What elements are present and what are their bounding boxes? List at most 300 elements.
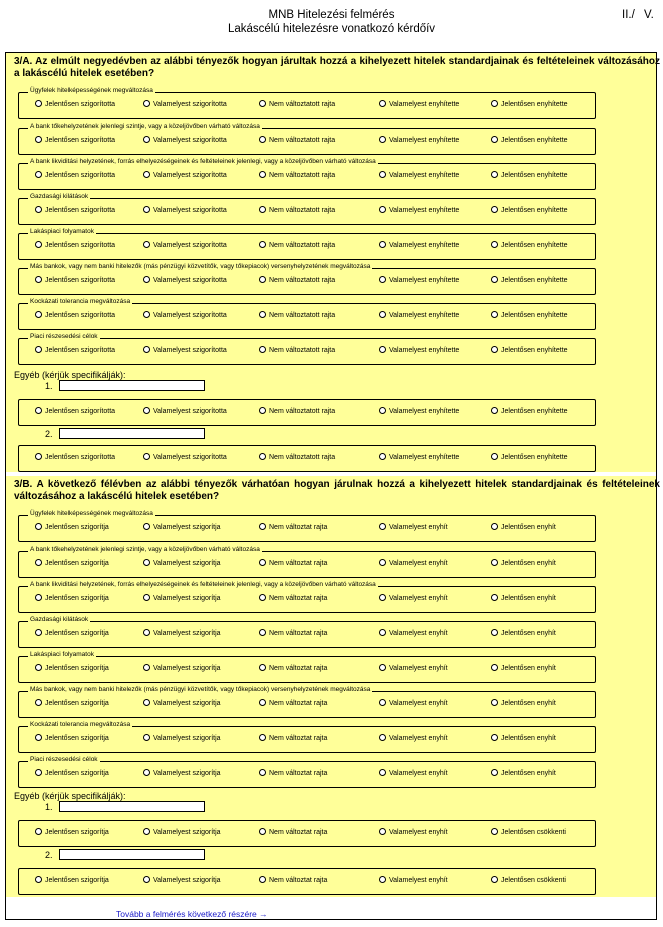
radio-button[interactable] — [143, 559, 150, 566]
radio-button[interactable] — [143, 876, 150, 883]
radio-button[interactable] — [379, 559, 386, 566]
radio-option-label: Valamelyest szigorította — [153, 172, 227, 179]
factor-group — [18, 510, 596, 542]
radio-option-label: Nem változtatott rajta — [269, 408, 336, 415]
radio-button[interactable] — [379, 453, 386, 460]
radio-button[interactable] — [259, 594, 266, 601]
radio-button[interactable] — [35, 523, 42, 530]
radio-button[interactable] — [379, 664, 386, 671]
radio-option-label: Valamelyest szigorította — [153, 347, 227, 354]
radio-option-label: Nem változtat rajta — [269, 877, 328, 884]
radio-option[interactable] — [143, 453, 227, 463]
radio-option-label: Valamelyest enyhít — [389, 700, 448, 707]
radio-option[interactable] — [491, 523, 556, 533]
radio-option-label: Jelentősen enyhít — [501, 560, 556, 567]
survey-title: MNB Hitelezési felmérés — [268, 9, 395, 21]
radio-option-label: Valamelyest szigorította — [153, 137, 227, 144]
radio-option-label: Nem változtat rajta — [269, 829, 328, 836]
radio-option-label: Jelentősen csökkenti — [501, 829, 566, 836]
factor-group — [18, 158, 596, 190]
radio-option[interactable] — [379, 594, 448, 604]
other-options-group — [18, 445, 596, 472]
radio-button[interactable] — [379, 241, 386, 248]
radio-option[interactable] — [143, 346, 227, 356]
radio-option-label: Jelentősen enyhítette — [501, 312, 568, 319]
radio-button[interactable] — [35, 136, 42, 143]
radio-option[interactable] — [259, 407, 335, 417]
radio-button[interactable] — [259, 346, 266, 353]
radio-option[interactable] — [491, 664, 556, 674]
radio-option[interactable] — [35, 523, 109, 533]
radio-option[interactable] — [259, 664, 327, 674]
factor-group — [18, 686, 596, 718]
radio-option[interactable] — [379, 136, 459, 146]
radio-button[interactable] — [259, 311, 266, 318]
radio-option-label: Jelentősen szigorította — [45, 172, 116, 179]
radio-option[interactable] — [379, 453, 459, 463]
radio-option-label: Valamelyest szigorította — [153, 242, 227, 249]
factor-label: Lakáspiaci folyamatok — [30, 228, 94, 235]
radio-option-label: Nem változtat rajta — [269, 700, 328, 707]
radio-option-label: Jelentősen szigorította — [45, 454, 116, 461]
radio-option[interactable] — [259, 769, 327, 779]
factor-label: Ügyfelek hitelképességének megváltozása — [30, 510, 153, 517]
other-label: Egyéb (kérjük specifikálják): — [14, 791, 126, 801]
factor-label: Gazdasági kilátások — [30, 616, 89, 623]
radio-option[interactable] — [143, 876, 221, 886]
radio-button[interactable] — [379, 594, 386, 601]
radio-option[interactable] — [491, 453, 568, 463]
radio-option[interactable] — [491, 828, 566, 838]
radio-option-label: Jelentősen enyhítette — [501, 408, 568, 415]
radio-button[interactable] — [491, 594, 498, 601]
next-section-link[interactable]: Tovább a felmérés következő részére → — [116, 909, 268, 919]
radio-option[interactable] — [491, 311, 568, 321]
radio-option-label: Valamelyest enyhítette — [389, 454, 460, 461]
radio-option[interactable] — [259, 594, 327, 604]
factor-group — [18, 721, 596, 753]
radio-option[interactable] — [379, 523, 448, 533]
radio-option-label: Nem változtatott rajta — [269, 454, 336, 461]
radio-option[interactable] — [35, 876, 109, 886]
radio-option-label: Valamelyest szigorította — [153, 101, 227, 108]
radio-button[interactable] — [143, 594, 150, 601]
radio-button[interactable] — [143, 769, 150, 776]
radio-option-label: Valamelyest enyhít — [389, 630, 448, 637]
radio-button[interactable] — [259, 769, 266, 776]
other-input-1[interactable] — [59, 380, 205, 391]
section-a — [6, 53, 660, 472]
radio-option-label: Valamelyest enyhítette — [389, 277, 460, 284]
radio-button[interactable] — [379, 523, 386, 530]
radio-option-label: Jelentősen enyhít — [501, 700, 556, 707]
radio-button[interactable] — [35, 828, 42, 835]
radio-option-label: Nem változtatott rajta — [269, 172, 336, 179]
radio-option[interactable] — [143, 734, 221, 744]
radio-button[interactable] — [491, 734, 498, 741]
radio-button[interactable] — [379, 100, 386, 107]
other-options-group — [18, 820, 596, 847]
radio-option[interactable] — [35, 699, 109, 709]
radio-option-label: Valamelyest szigorítja — [153, 829, 221, 836]
other-input-2[interactable] — [59, 849, 205, 860]
factor-label: A bank tőkehelyzetének jelenlegi szintje, vagy a közeljövőben várható változása — [30, 123, 260, 130]
radio-option[interactable] — [491, 629, 556, 639]
radio-button[interactable] — [491, 407, 498, 414]
radio-option[interactable] — [379, 629, 448, 639]
radio-button[interactable] — [259, 241, 266, 248]
radio-option[interactable] — [35, 311, 115, 321]
radio-option-label: Jelentősen enyhítette — [501, 207, 568, 214]
radio-option[interactable] — [143, 559, 221, 569]
radio-button[interactable] — [143, 136, 150, 143]
radio-button[interactable] — [491, 769, 498, 776]
radio-button[interactable] — [259, 276, 266, 283]
radio-option[interactable] — [491, 346, 568, 356]
radio-option[interactable] — [491, 876, 566, 886]
radio-option[interactable] — [35, 734, 109, 744]
radio-option[interactable] — [143, 276, 227, 286]
radio-button[interactable] — [259, 453, 266, 460]
radio-option[interactable] — [379, 734, 448, 744]
radio-option-label: Jelentősen szigorította — [45, 347, 116, 354]
radio-option[interactable] — [143, 171, 227, 181]
radio-option-label: Valamelyest szigorítja — [153, 735, 221, 742]
radio-button[interactable] — [491, 876, 498, 883]
factor-group — [18, 263, 596, 295]
radio-option[interactable] — [259, 828, 327, 838]
factor-label: Kockázati tolerancia megváltozása — [30, 298, 131, 305]
factor-group — [18, 193, 596, 225]
radio-option-label: Jelentősen szigorítja — [45, 524, 109, 531]
radio-option[interactable] — [35, 828, 109, 838]
radio-button[interactable] — [35, 734, 42, 741]
radio-option[interactable] — [491, 206, 568, 216]
radio-option[interactable] — [491, 100, 568, 110]
radio-button[interactable] — [379, 206, 386, 213]
radio-option[interactable] — [143, 629, 221, 639]
radio-option[interactable] — [143, 594, 221, 604]
radio-button[interactable] — [259, 206, 266, 213]
radio-button[interactable] — [143, 206, 150, 213]
radio-button[interactable] — [379, 629, 386, 636]
radio-button[interactable] — [491, 664, 498, 671]
radio-button[interactable] — [259, 523, 266, 530]
factor-label: Gazdasági kilátások — [30, 193, 89, 200]
radio-option[interactable] — [491, 699, 556, 709]
radio-button[interactable] — [379, 769, 386, 776]
radio-option-label: Jelentősen szigorította — [45, 207, 116, 214]
radio-button[interactable] — [35, 664, 42, 671]
radio-button[interactable] — [379, 136, 386, 143]
radio-button[interactable] — [379, 407, 386, 414]
radio-button[interactable] — [143, 699, 150, 706]
radio-button[interactable] — [379, 311, 386, 318]
radio-button[interactable] — [491, 523, 498, 530]
factor-group — [18, 616, 596, 648]
radio-button[interactable] — [35, 876, 42, 883]
factor-group — [18, 298, 596, 330]
radio-option[interactable] — [259, 276, 335, 286]
radio-option-label: Valamelyest szigorítja — [153, 877, 221, 884]
radio-button[interactable] — [143, 523, 150, 530]
radio-button[interactable] — [379, 171, 386, 178]
radio-button[interactable] — [143, 664, 150, 671]
radio-option[interactable] — [379, 346, 459, 356]
radio-button[interactable] — [491, 136, 498, 143]
radio-option-label: Jelentősen enyhít — [501, 595, 556, 602]
radio-option[interactable] — [491, 241, 568, 251]
radio-option-label: Valamelyest enyhítette — [389, 312, 460, 319]
radio-button[interactable] — [143, 311, 150, 318]
radio-option[interactable] — [143, 311, 227, 321]
radio-button[interactable] — [491, 453, 498, 460]
radio-option[interactable] — [491, 594, 556, 604]
radio-button[interactable] — [259, 100, 266, 107]
radio-option[interactable] — [259, 311, 335, 321]
radio-button[interactable] — [491, 828, 498, 835]
radio-option-label: Jelentősen enyhít — [501, 770, 556, 777]
radio-button[interactable] — [143, 276, 150, 283]
radio-option[interactable] — [259, 629, 327, 639]
radio-option-label: Valamelyest enyhítette — [389, 101, 460, 108]
radio-button[interactable] — [259, 629, 266, 636]
radio-option[interactable] — [35, 629, 109, 639]
radio-option[interactable] — [379, 559, 448, 569]
radio-option-label: Jelentősen enyhítette — [501, 277, 568, 284]
radio-option[interactable] — [491, 276, 568, 286]
radio-option-label: Nem változtatott rajta — [269, 137, 336, 144]
radio-option[interactable] — [379, 876, 448, 886]
radio-option[interactable] — [259, 734, 327, 744]
radio-option[interactable] — [143, 206, 227, 216]
radio-option[interactable] — [143, 241, 227, 251]
radio-button[interactable] — [35, 276, 42, 283]
radio-button[interactable] — [143, 629, 150, 636]
radio-option[interactable] — [35, 407, 115, 417]
radio-option[interactable] — [143, 699, 221, 709]
radio-button[interactable] — [35, 241, 42, 248]
radio-button[interactable] — [143, 407, 150, 414]
radio-option-label: Valamelyest enyhít — [389, 735, 448, 742]
radio-option[interactable] — [379, 407, 459, 417]
radio-option[interactable] — [35, 171, 115, 181]
radio-option-label: Valamelyest szigorította — [153, 408, 227, 415]
radio-button[interactable] — [35, 346, 42, 353]
factor-label: Kockázati tolerancia megváltozása — [30, 721, 131, 728]
other-input-2[interactable] — [59, 428, 205, 439]
radio-button[interactable] — [259, 559, 266, 566]
radio-button[interactable] — [491, 346, 498, 353]
radio-option[interactable] — [379, 171, 459, 181]
other-input-1[interactable] — [59, 801, 205, 812]
radio-button[interactable] — [35, 629, 42, 636]
other-number-1: 1. — [45, 381, 53, 391]
radio-option[interactable] — [379, 100, 459, 110]
radio-button[interactable] — [491, 699, 498, 706]
radio-option[interactable] — [491, 407, 568, 417]
radio-option[interactable] — [491, 136, 568, 146]
radio-option[interactable] — [259, 136, 335, 146]
radio-option[interactable] — [35, 769, 109, 779]
radio-button[interactable] — [491, 206, 498, 213]
radio-option-label: Valamelyest szigorítja — [153, 630, 221, 637]
radio-option-label: Valamelyest enyhít — [389, 560, 448, 567]
radio-option[interactable] — [143, 407, 227, 417]
question-3b: 3/B. A következő félévben az alábbi tényezők várhatóan hogyan járulnak hozzá a kihelyezett hitelek standardjainak és feltételeinek változásához a lakáscélú hitelek esetében? — [14, 479, 660, 502]
radio-option[interactable] — [35, 276, 115, 286]
radio-option[interactable] — [379, 769, 448, 779]
radio-button[interactable] — [379, 828, 386, 835]
radio-option[interactable] — [143, 136, 227, 146]
radio-button[interactable] — [491, 311, 498, 318]
factor-label: A bank tőkehelyzetének jelenlegi szintje, vagy a közeljövőben várható változása — [30, 546, 260, 553]
radio-option-label: Nem változtat rajta — [269, 665, 328, 672]
radio-option[interactable] — [379, 828, 448, 838]
factor-group — [18, 756, 596, 788]
radio-option[interactable] — [259, 523, 327, 533]
radio-option-label: Valamelyest szigorította — [153, 207, 227, 214]
radio-option-label: Jelentősen szigorítja — [45, 595, 109, 602]
radio-button[interactable] — [259, 171, 266, 178]
radio-option[interactable] — [259, 699, 327, 709]
radio-option-label: Jelentősen szigorította — [45, 312, 116, 319]
radio-button[interactable] — [143, 171, 150, 178]
radio-option-label: Valamelyest enyhít — [389, 665, 448, 672]
radio-button[interactable] — [143, 241, 150, 248]
radio-button[interactable] — [35, 594, 42, 601]
radio-option[interactable] — [379, 699, 448, 709]
other-number-1: 1. — [45, 802, 53, 812]
radio-button[interactable] — [259, 664, 266, 671]
radio-option[interactable] — [379, 241, 459, 251]
radio-option[interactable] — [259, 346, 335, 356]
radio-button[interactable] — [35, 407, 42, 414]
radio-button[interactable] — [143, 346, 150, 353]
radio-option[interactable] — [259, 206, 335, 216]
radio-option[interactable] — [35, 559, 109, 569]
radio-button[interactable] — [35, 559, 42, 566]
radio-option[interactable] — [491, 171, 568, 181]
factor-group — [18, 581, 596, 613]
radio-option-label: Jelentősen enyhít — [501, 665, 556, 672]
radio-option-label: Valamelyest enyhítette — [389, 172, 460, 179]
radio-option[interactable] — [379, 206, 459, 216]
radio-button[interactable] — [491, 629, 498, 636]
radio-button[interactable] — [379, 276, 386, 283]
radio-option-label: Valamelyest enyhítette — [389, 242, 460, 249]
radio-button[interactable] — [143, 453, 150, 460]
radio-option[interactable] — [259, 100, 335, 110]
radio-option[interactable] — [379, 664, 448, 674]
radio-button[interactable] — [259, 734, 266, 741]
radio-option[interactable] — [259, 453, 335, 463]
radio-button[interactable] — [379, 699, 386, 706]
radio-button[interactable] — [35, 699, 42, 706]
radio-button[interactable] — [35, 171, 42, 178]
radio-option-label: Nem változtat rajta — [269, 770, 328, 777]
radio-option[interactable] — [143, 100, 227, 110]
radio-button[interactable] — [35, 311, 42, 318]
radio-button[interactable] — [491, 241, 498, 248]
radio-option-label: Jelentősen szigorította — [45, 101, 116, 108]
radio-button[interactable] — [491, 276, 498, 283]
radio-button[interactable] — [259, 136, 266, 143]
radio-button[interactable] — [379, 346, 386, 353]
radio-option-label: Nem változtatott rajta — [269, 207, 336, 214]
radio-option[interactable] — [35, 241, 115, 251]
radio-option-label: Jelentősen enyhítette — [501, 347, 568, 354]
radio-option[interactable] — [491, 769, 556, 779]
radio-button[interactable] — [259, 876, 266, 883]
radio-button[interactable] — [491, 559, 498, 566]
factor-group — [18, 87, 596, 119]
radio-button[interactable] — [259, 828, 266, 835]
radio-option-label: Valamelyest enyhítette — [389, 347, 460, 354]
other-options-group — [18, 868, 596, 895]
radio-option[interactable] — [491, 734, 556, 744]
radio-option[interactable] — [35, 346, 115, 356]
radio-option-label: Valamelyest szigorítja — [153, 560, 221, 567]
radio-option-label: Jelentősen enyhít — [501, 735, 556, 742]
radio-button[interactable] — [143, 734, 150, 741]
radio-option-label: Valamelyest szigorítja — [153, 770, 221, 777]
radio-option-label: Jelentősen szigorítja — [45, 560, 109, 567]
factor-label: Lakáspiaci folyamatok — [30, 651, 94, 658]
radio-button[interactable] — [35, 769, 42, 776]
radio-button[interactable] — [491, 100, 498, 107]
radio-option[interactable] — [491, 559, 556, 569]
radio-button[interactable] — [379, 876, 386, 883]
radio-option[interactable] — [143, 769, 221, 779]
radio-option[interactable] — [259, 876, 327, 886]
radio-option[interactable] — [143, 523, 221, 533]
radio-option[interactable] — [35, 453, 115, 463]
radio-option[interactable] — [143, 828, 221, 838]
radio-option-label: Jelentősen szigorítja — [45, 829, 109, 836]
radio-option[interactable] — [143, 664, 221, 674]
radio-button[interactable] — [379, 734, 386, 741]
radio-button[interactable] — [35, 206, 42, 213]
radio-button[interactable] — [259, 407, 266, 414]
radio-option[interactable] — [259, 559, 327, 569]
radio-option-label: Nem változtatott rajta — [269, 277, 336, 284]
radio-button[interactable] — [491, 171, 498, 178]
radio-option-label: Jelentősen csökkenti — [501, 877, 566, 884]
radio-button[interactable] — [143, 100, 150, 107]
radio-option-label: Jelentősen enyhít — [501, 524, 556, 531]
radio-button[interactable] — [35, 453, 42, 460]
radio-option-label: Nem változtatott rajta — [269, 312, 336, 319]
radio-option[interactable] — [35, 664, 109, 674]
radio-button[interactable] — [143, 828, 150, 835]
section-b — [6, 476, 660, 897]
radio-option[interactable] — [35, 136, 115, 146]
radio-option[interactable] — [259, 241, 335, 251]
radio-option-label: Nem változtat rajta — [269, 735, 328, 742]
radio-option[interactable] — [35, 206, 115, 216]
radio-option-label: Jelentősen enyhítette — [501, 454, 568, 461]
radio-option[interactable] — [379, 276, 459, 286]
radio-option[interactable] — [35, 100, 115, 110]
radio-option[interactable] — [379, 311, 459, 321]
other-label: Egyéb (kérjük specifikálják): — [14, 370, 126, 380]
radio-button[interactable] — [35, 100, 42, 107]
radio-button[interactable] — [259, 699, 266, 706]
radio-option-label: Nem változtat rajta — [269, 524, 328, 531]
radio-option[interactable] — [259, 171, 335, 181]
radio-option[interactable] — [35, 594, 109, 604]
